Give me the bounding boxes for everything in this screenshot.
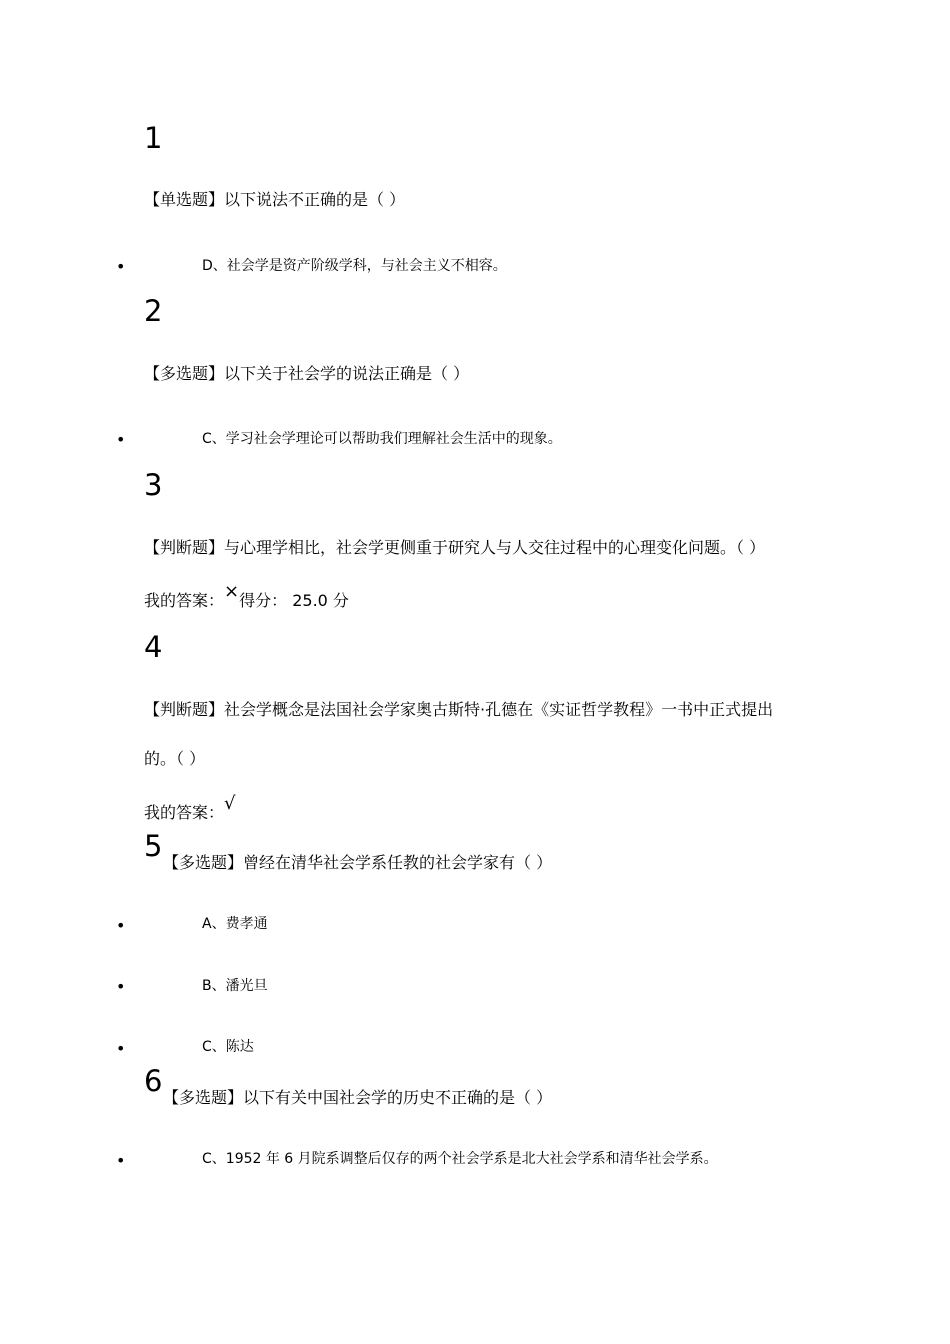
question-1-option-d[interactable] — [202, 259, 507, 273]
question-5-option-c[interactable] — [202, 1040, 254, 1054]
option-label: D、 — [202, 258, 227, 274]
question-5-text: 【多选题】曾经在清华社会学系任教的社会学家有（ ） — [163, 853, 553, 872]
question-6-number: 6 — [144, 1064, 163, 1098]
question-3-answer — [144, 581, 349, 610]
option-label: C、 — [202, 431, 226, 447]
option-bullet: • — [116, 430, 126, 449]
option-label: C、 — [202, 1039, 226, 1055]
option-bullet: • — [116, 1151, 126, 1170]
question-5-number: 5 — [144, 829, 163, 863]
option-text: 学习社会学理论可以帮助我们理解社会生活中的现象。 — [225, 431, 562, 447]
question-3-text: 【判断题】与心理学相比，社会学更侧重于研究人与人交往过程中的心理变化问题。（ ） — [144, 538, 766, 557]
question-1-number: 1 — [144, 121, 163, 155]
option-text: 陈达 — [225, 1039, 254, 1055]
option-bullet: • — [116, 257, 126, 276]
question-4-text-line1: 【判断题】社会学概念是法国社会学家奥古斯特·孔德在《实证哲学教程》一书中正式提出 — [144, 700, 774, 719]
answer-correct-icon: √ — [224, 793, 236, 814]
question-6-option-c[interactable] — [202, 1152, 718, 1166]
option-bullet: • — [116, 977, 126, 996]
question-4-text-line2: 的。（ ） — [144, 749, 206, 768]
option-label: A、 — [202, 916, 226, 932]
option-text: 社会学是资产阶级学科，与社会主义不相容。 — [226, 258, 507, 274]
question-2-number: 2 — [144, 294, 163, 328]
answer-label: 我的答案： — [144, 803, 225, 822]
question-3-number: 3 — [144, 468, 163, 502]
option-text: 1952 年 6 月院系调整后仅存的两个社会学系是北大社会学系和清华社会学系。 — [225, 1151, 718, 1167]
option-text: 费孝通 — [225, 916, 268, 932]
question-4-number: 4 — [144, 630, 163, 664]
score-value: 25.0 分 — [292, 591, 349, 610]
question-5-option-b[interactable] — [202, 979, 268, 993]
question-2-text: 【多选题】以下关于社会学的说法正确是（ ） — [144, 364, 470, 383]
option-text: 潘光旦 — [225, 978, 268, 994]
question-5-option-a[interactable] — [202, 917, 268, 931]
option-bullet: • — [116, 916, 126, 935]
option-bullet: • — [116, 1039, 126, 1058]
option-label: C、 — [202, 1151, 226, 1167]
option-label: B、 — [202, 978, 226, 994]
answer-label: 我的答案： — [144, 591, 225, 610]
question-1-text: 【单选题】以下说法不正确的是（ ） — [144, 190, 406, 209]
question-2-option-c[interactable] — [202, 432, 562, 446]
score-label: 得分： — [239, 591, 288, 610]
question-4-answer — [144, 793, 236, 822]
answer-wrong-icon: × — [224, 581, 240, 602]
question-6-text: 【多选题】以下有关中国社会学的历史不正确的是（ ） — [163, 1088, 553, 1107]
